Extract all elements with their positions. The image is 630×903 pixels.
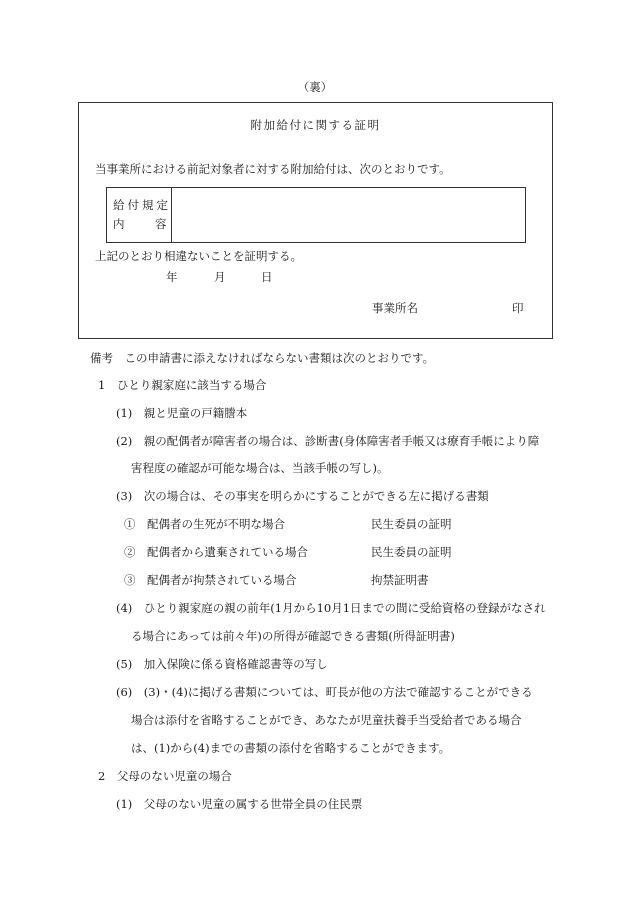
section1-item6-line3: は、(1)から(4)までの書類の添付を省略することができます。 [131,741,451,755]
date-day: 日 [261,270,273,284]
case-3-document: 拘禁証明書 [371,573,429,587]
date-month: 月 [214,270,226,284]
section1-item2-line2: 害程度の確認が可能な場合は、当該手帳の写し)。 [131,461,389,475]
section1-item6-line2: 場合は添付を省略することができ、あなたが児童扶養手当受給者である場合 [131,713,522,727]
benefit-content-label-b: 容 [155,217,167,231]
section1-item2-line1: (2) 親の配偶者が障害者の場合は、診断書(身体障害者手帳又は療育手帳により障 [116,434,540,448]
section1-item3: (3) 次の場合は、その事実を明らかにすることができる左に掲げる書類 [116,489,489,503]
case-3-label: ③ 配偶者が拘禁されている場合 [124,573,297,587]
benefit-rules-divider [171,187,172,243]
benefit-rules-box [106,187,526,243]
office-name-label: 事業所名 [372,301,418,315]
date-year: 年 [166,270,178,284]
section1-item4-line1: (4) ひとり親家庭の親の前年(1月から10月1日までの間に受給資格の登録がなされ [116,601,546,615]
benefit-rules-label: 給付規定 [113,198,171,212]
seal-mark: 印 [512,301,524,315]
section1-title: 1 ひとり親家庭に該当する場合 [98,378,267,392]
remarks-header: 備考 この申請書に添えなければならない書類は次のとおりです。 [90,351,435,365]
section2-item1: (1) 父母のない児童の属する世帯全員の住民票 [116,797,363,811]
section1-item6-line1: (6) (3)・(4)に掲げる書類については、町長が他の方法で確認することができる [116,685,533,699]
benefit-content-label-a: 内 [113,217,125,231]
case-1-document: 民生委員の証明 [371,517,452,531]
case-2-label: ② 配偶者から遺棄されている場合 [124,545,308,559]
certificate-title: 附加給付に関する証明 [250,118,381,132]
case-1-label: ① 配偶者の生死が不明な場合 [124,517,285,531]
page-side-label: （裏） [297,80,333,94]
certificate-statement: 当事業所における前記対象者に対する附加給付は、次のとおりです。 [95,162,451,176]
section1-item5: (5) 加入保険に係る資格確認書等の写し [116,657,328,671]
section1-item4-line2: る場合にあっては前々年)の所得が確認できる書類(所得証明書) [131,629,455,643]
section2-title: 2 父母のない児童の場合 [98,769,232,783]
section1-item1: (1) 親と児童の戸籍謄本 [116,406,248,420]
case-2-document: 民生委員の証明 [371,545,452,559]
attest-statement: 上記のとおり相違ないことを証明する。 [95,249,302,263]
